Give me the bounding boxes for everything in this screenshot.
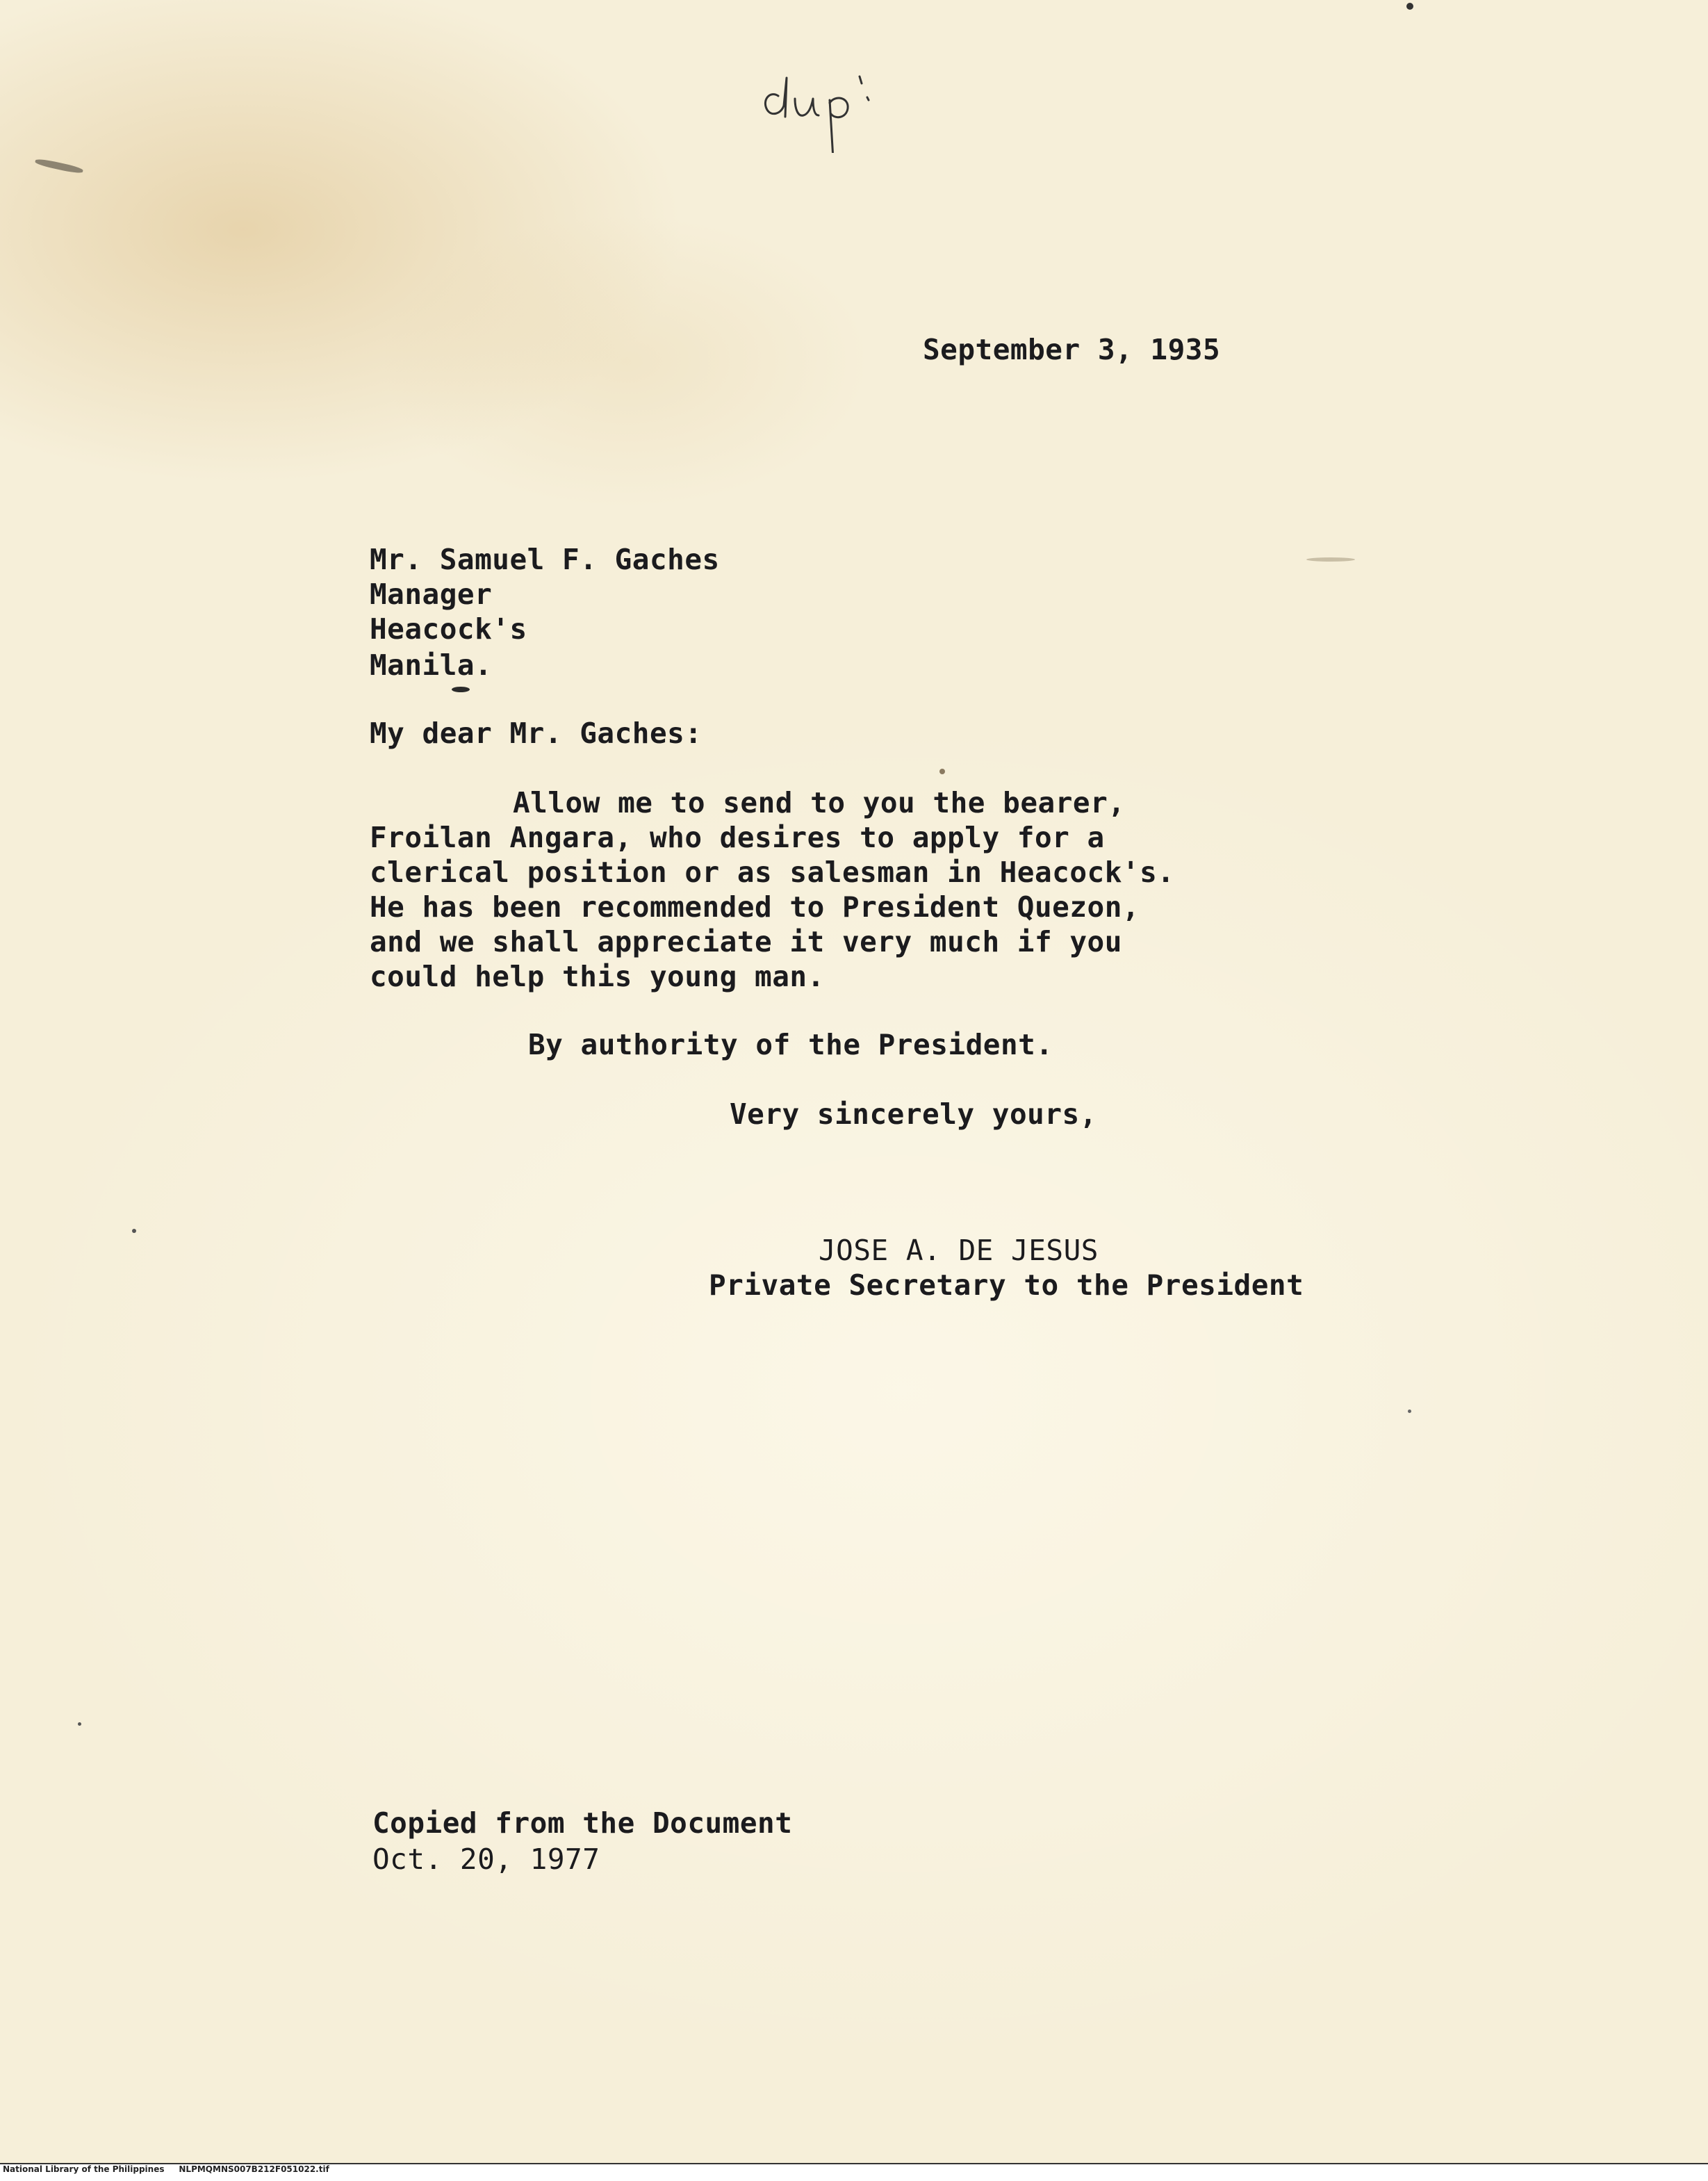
- corner-speck: [1406, 3, 1413, 10]
- salutation: My dear Mr. Gaches:: [370, 717, 703, 750]
- body-line: clerical position or as salesman in Heacock's.: [370, 856, 1175, 889]
- signatory-name: JOSE A. DE JESUS: [819, 1234, 1099, 1267]
- paper-speck: [132, 1229, 136, 1233]
- body-line: Froilan Angara, who desires to apply for a: [370, 821, 1105, 854]
- archive-file-id: NLPMQMNS007B212F051022.tif: [179, 2164, 329, 2174]
- recipient-name: Mr. Samuel F. Gaches: [370, 543, 720, 576]
- body-line: and we shall appreciate it very much if you: [370, 925, 1122, 958]
- paper-speck: [78, 1722, 81, 1726]
- recipient-company: Heacock's: [370, 612, 527, 646]
- handwritten-annotation: [757, 42, 924, 153]
- recipient-title: Manager: [370, 578, 493, 611]
- body-line: could help this young man.: [370, 960, 825, 993]
- paper-speck: [939, 769, 945, 774]
- ink-speck: [452, 687, 470, 692]
- paper-smudge: [1306, 557, 1355, 562]
- copy-note-line2: Oct. 20, 1977: [372, 1843, 600, 1876]
- archive-library: National Library of the Philippines: [3, 2164, 165, 2174]
- copy-note-line1: Copied from the Document: [372, 1806, 793, 1840]
- signatory-title: Private Secretary to the President: [709, 1268, 1304, 1302]
- authority-line: By authority of the President.: [528, 1028, 1053, 1061]
- recipient-city: Manila.: [370, 648, 493, 682]
- archive-footer-text: [3, 2164, 329, 2174]
- paper-speck: [1408, 1410, 1411, 1413]
- body-line: He has been recommended to President Quezon,: [370, 890, 1140, 924]
- letter-date: September 3, 1935: [923, 333, 1221, 366]
- body-line: Allow me to send to you the bearer,: [513, 786, 1126, 819]
- closing: Very sincerely yours,: [730, 1097, 1097, 1131]
